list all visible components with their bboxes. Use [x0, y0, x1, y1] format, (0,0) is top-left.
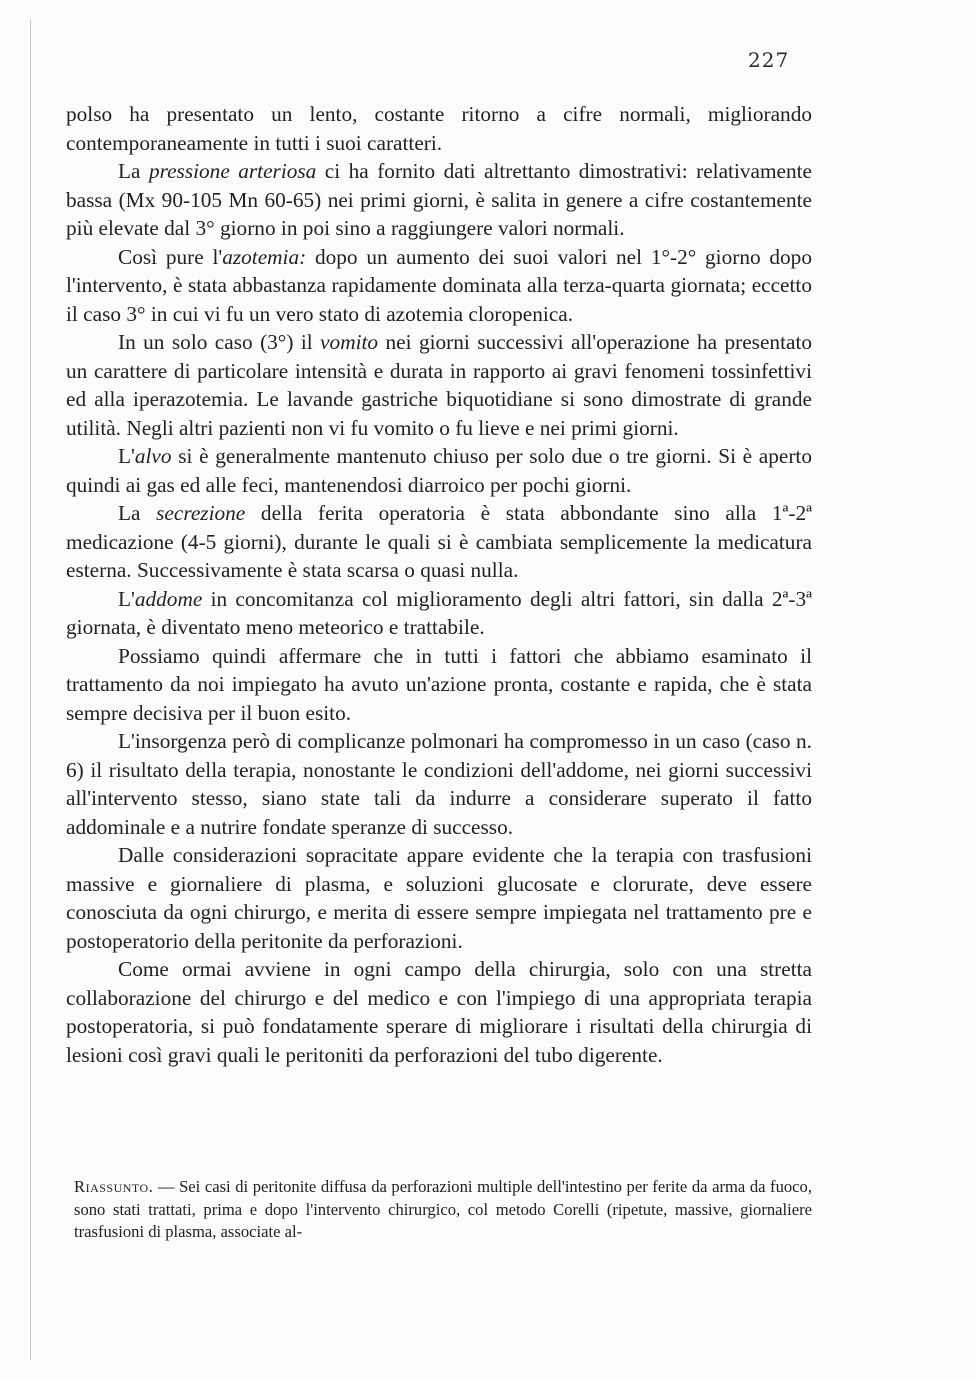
italic-term: addome [134, 586, 203, 611]
paragraph-6 [66, 585, 812, 642]
paragraph-3 [66, 328, 812, 442]
paragraph-9 [66, 841, 812, 955]
paragraph-0 [66, 100, 812, 157]
text-run: nei giorni successivi all'operazione ha presentato un carattere di particolare intensità e durata in rapporto ai gravi fenomeni tossinfettivi ed alla iperazotemia. Le lavande gastriche biquotidiane si sono dimostrate di grande utilità. Negli altri pazienti non vi fu vomito o fu lieve e nei primi giorni. [66, 330, 813, 440]
text-run: ci ha fornito dati altrettanto dimostrativi: relativamente bassa (Mx 90-105 Mn 60-65) nei primi giorni, è salita in genere a cifre costantemente più elevate dal 3° giorno in poi sino a raggiungere valori normali. [66, 159, 813, 240]
text-run: polso ha presentato un lento, costante ritorno a cifre normali, migliorando contemporaneamente in tutti i suoi caratteri. [66, 102, 812, 155]
text-run: L' [118, 444, 135, 468]
text-run: Dalle considerazioni sopracitate appare evidente che la terapia con trasfusioni massive e giornaliere di plasma, e soluzioni glucosate e clorurate, deve essere conosciuta da ogni chirurgo, e merita di essere sempre impiegata nel trattamento pre e postoperatorio della peritonite da perforazioni. [66, 843, 812, 953]
italic-term: azotemia: [222, 244, 307, 269]
text-run: Possiamo quindi affermare che in tutti i fattori che abbiamo esaminato il trattamento da noi impiegato ha avuto un'azione pronta, costante e rapida, che è stata sempre decisiva per il buon esito. [66, 643, 812, 725]
italic-term: pressione arteriosa [148, 159, 317, 183]
text-run: in concomitanza col miglioramento degli altri fattori, sin dalla 2ª-3ª giornata, è diventato meno meteorico e trattabile. [66, 586, 812, 639]
italic-term: alvo [134, 444, 172, 468]
abstract-block [74, 1176, 812, 1244]
abstract-text: — Sei casi di peritonite diffusa da perforazioni multiple dell'intestino per ferite da arma da fuoco, sono stati trattati, prima e dopo l'intervento chirurgico, col metodo Corelli (ripetute, massive, giornaliere trasfusioni di plasma, associate al- [74, 1177, 812, 1241]
text-run: L'insorgenza però di complicanze polmonari ha compromesso in un caso (caso n. 6) il risultato della terapia, nonostante le condizioni dell'addome, nei giorni successivi all'intervento stesso, siano state tali da indurre a considerare superato il fatto addominale e a nutrire fondate speranze di successo. [66, 729, 812, 839]
paragraph-8 [66, 727, 812, 841]
text-run: La [118, 501, 157, 525]
paragraph-4 [66, 442, 812, 499]
text-run: Così pure l' [118, 244, 223, 269]
body-text [66, 100, 812, 1069]
binding-edge-line [30, 20, 31, 1360]
text-run: della ferita operatoria è stata abbondante sino alla 1ª-2ª medicazione (4-5 giorni), durante le quali si è cambiata semplicemente la medicatura esterna. Successivamente è stata scarsa o quasi nulla. [66, 501, 812, 582]
paragraph-10 [66, 955, 812, 1069]
text-run: si è generalmente mantenuto chiuso per solo due o tre giorni. Si è aperto quindi ai gas ed alle feci, mantenendosi diarroico per pochi giorni. [66, 444, 812, 497]
italic-term: vomito [320, 330, 379, 354]
abstract-label: Riassunto. [74, 1177, 154, 1196]
text-run: In un solo caso (3°) il [118, 330, 321, 354]
text-run: L' [118, 586, 135, 611]
text-run: La [118, 159, 149, 183]
page-number: 227 [748, 48, 790, 72]
italic-term: secrezione [156, 501, 246, 525]
paragraph-5 [66, 499, 812, 585]
text-run: Come ormai avviene in ogni campo della chirurgia, solo con una stretta collaborazione del chirurgo e del medico e con l'impiego di una appropriata terapia postoperatoria, si può fondatamente sperare di migliorare i risultati della chirurgia di lesioni così gravi quali le peritoniti da perforazioni del tubo digerente. [66, 957, 812, 1067]
text-run: dopo un aumento dei suoi valori nel 1°-2° giorno dopo l'intervento, è stata abbastanza rapidamente dominata alla terza-quarta giornata; eccetto il caso 3° in cui vi fu un vero stato di azotemia cloropenica. [66, 244, 812, 326]
abstract-paragraph [74, 1176, 812, 1244]
paragraph-1 [66, 157, 812, 243]
paragraph-2 [66, 243, 812, 329]
paragraph-7 [66, 642, 812, 728]
